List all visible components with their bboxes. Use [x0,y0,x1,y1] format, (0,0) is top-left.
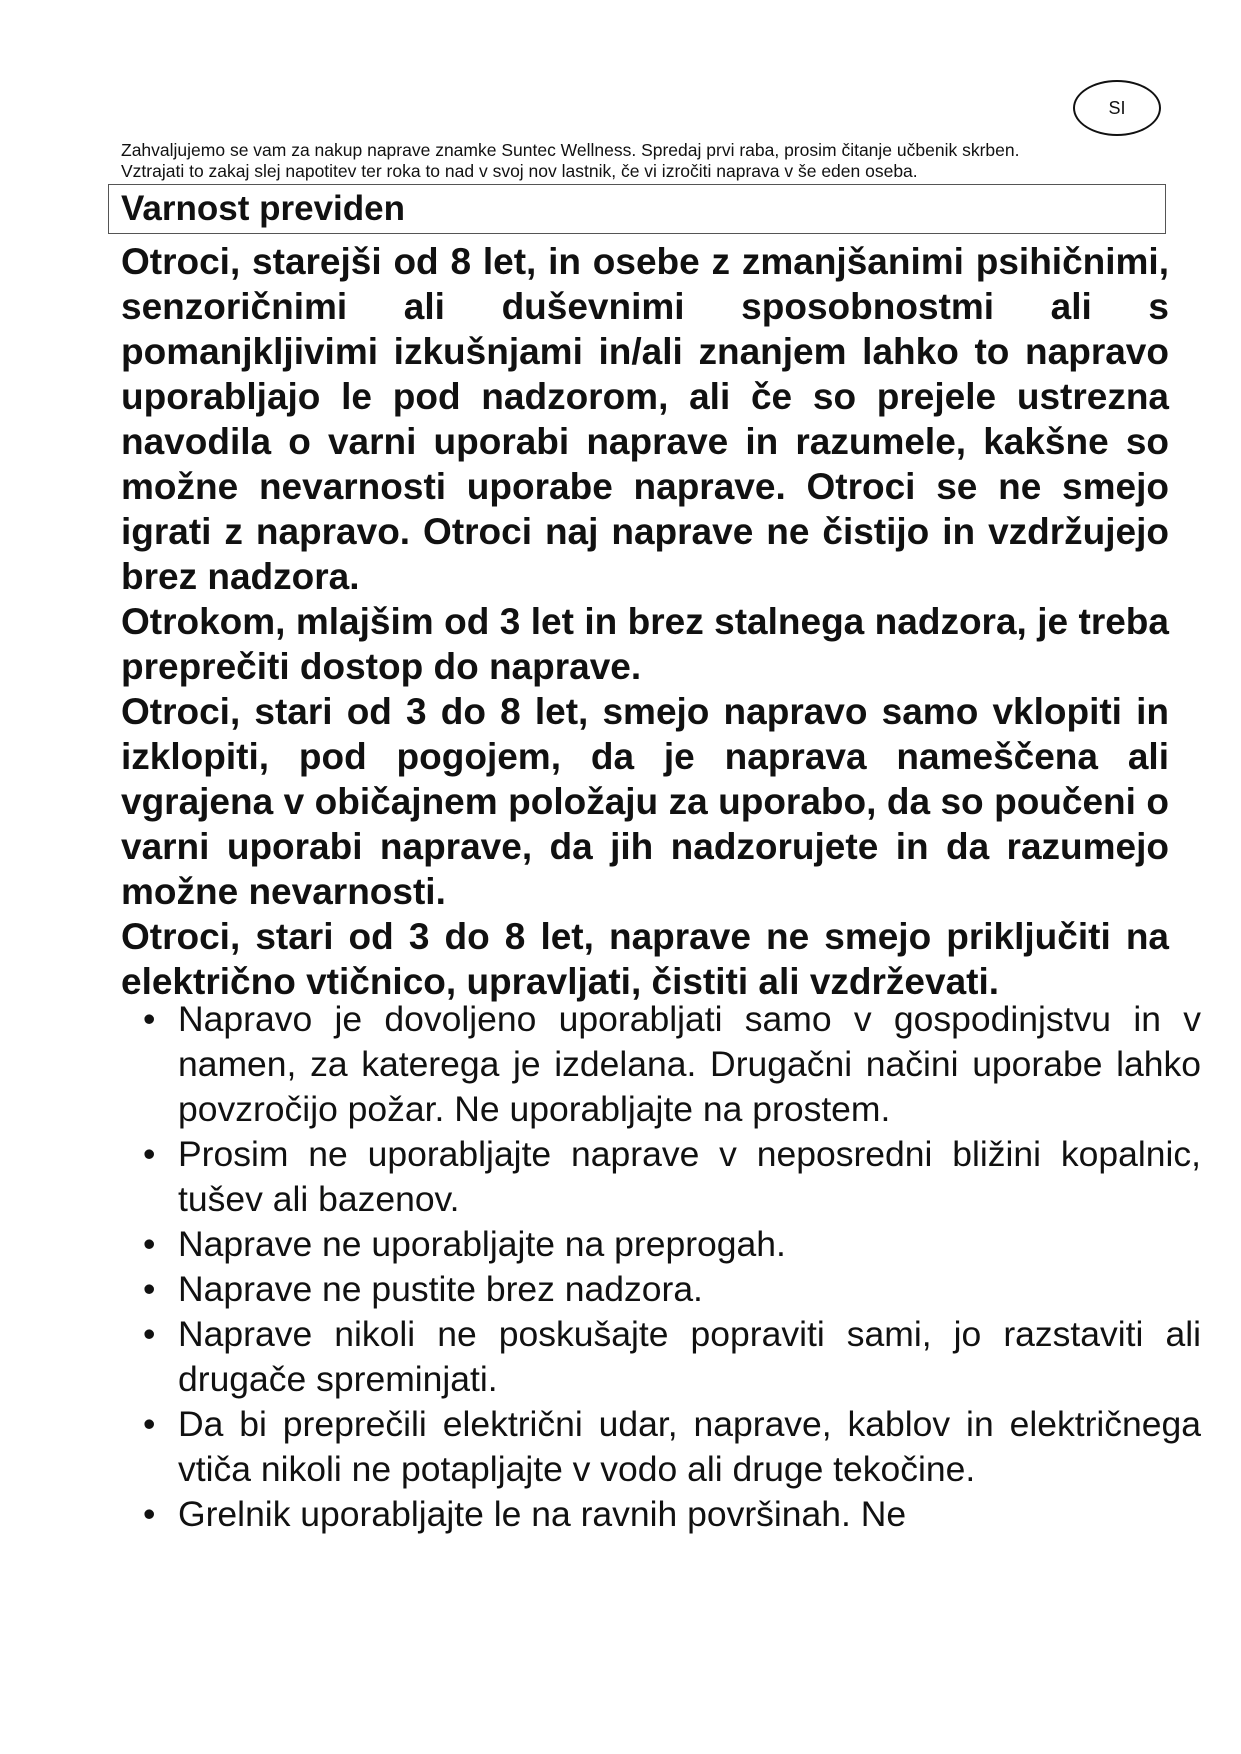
bullet-icon: • [143,999,156,1039]
safety-bullet-list [121,997,1201,1537]
bullet-icon: • [143,1314,156,1354]
list-item-text: Napravo je dovoljeno uporabljati samo v gospodinjstvu in v namen, za katerega je izdelana. Drugačni načini uporabe lahko povzročijo požar. Ne uporabljajte na prostem. [178,999,1201,1129]
list-item [121,1312,1201,1402]
intro-line: Zahvaljujemo se vam za nakup naprave znamke Suntec Wellness. Spredaj prvi raba, prosim čitanje učbenik skrben. [121,140,1020,160]
intro-line: Vztrajati to zakaj slej napotitev ter roka to nad v svoj nov lastnik, če vi izročiti naprava v še eden oseba. [121,161,918,181]
warning-paragraph: Otroci, stari od 3 do 8 let, naprave ne smejo priključiti na električno vtičnico, upravljati, čistiti ali vzdrževati. [121,916,1169,1002]
warning-paragraph: Otrokom, mlajšim od 3 let in brez stalnega nadzora, je treba preprečiti dostop do naprave. [121,601,1169,687]
bullet-icon: • [143,1404,156,1444]
list-item [121,1267,1201,1312]
bullet-icon: • [143,1494,156,1534]
bullet-icon: • [143,1134,156,1174]
bullet-icon: • [143,1224,156,1264]
intro-text [121,140,1161,182]
list-item-text: Da bi preprečili električni udar, naprave, kablov in električnega vtiča nikoli ne potapljajte v vodo ali druge tekočine. [178,1404,1201,1489]
warning-paragraph: Otroci, starejši od 8 let, in osebe z zmanjšanimi psihičnimi, senzoričnimi ali duševnimi sposobnostmi ali s pomanjkljivimi izkušnjami in/ali znanjem lahko to napravo uporabljajo le pod nadzorom, ali če so prejele ustrezna navodila o varni uporabi naprave in razumele, kakšne so možne nevarnosti uporabe naprave. Otroci se ne smejo igrati z napravo. Otroci naj naprave ne čistijo in vzdržujejo brez nadzora. [121,241,1169,597]
section-title: Varnost previden [121,189,405,228]
bullet-icon: • [143,1269,156,1309]
list-item [121,997,1201,1132]
list-item-text: Naprave ne pustite brez nadzora. [178,1269,703,1309]
list-item [121,1132,1201,1222]
language-badge [1073,80,1161,136]
list-item-text: Prosim ne uporabljajte naprave v neposredni bližini kopalnic, tušev ali bazenov. [178,1134,1201,1219]
safety-warnings [121,239,1169,1004]
warning-paragraph: Otroci, stari od 3 do 8 let, smejo napravo samo vklopiti in izklopiti, pod pogojem, da je naprava nameščena ali vgrajena v običajnem položaju za uporabo, da so poučeni o varni uporabi naprave, da jih nadzorujete in da razumejo možne nevarnosti. [121,691,1169,912]
language-code: SI [1108,97,1126,118]
list-item [121,1222,1201,1267]
list-item [121,1492,1201,1537]
list-item-text: Naprave nikoli ne poskušajte popraviti sami, jo razstaviti ali drugače spreminjati. [178,1314,1201,1399]
list-item-text: Grelnik uporabljajte le na ravnih površinah. Ne [178,1494,907,1534]
list-item-text: Naprave ne uporabljajte na preprogah. [178,1224,786,1264]
list-item [121,1402,1201,1492]
